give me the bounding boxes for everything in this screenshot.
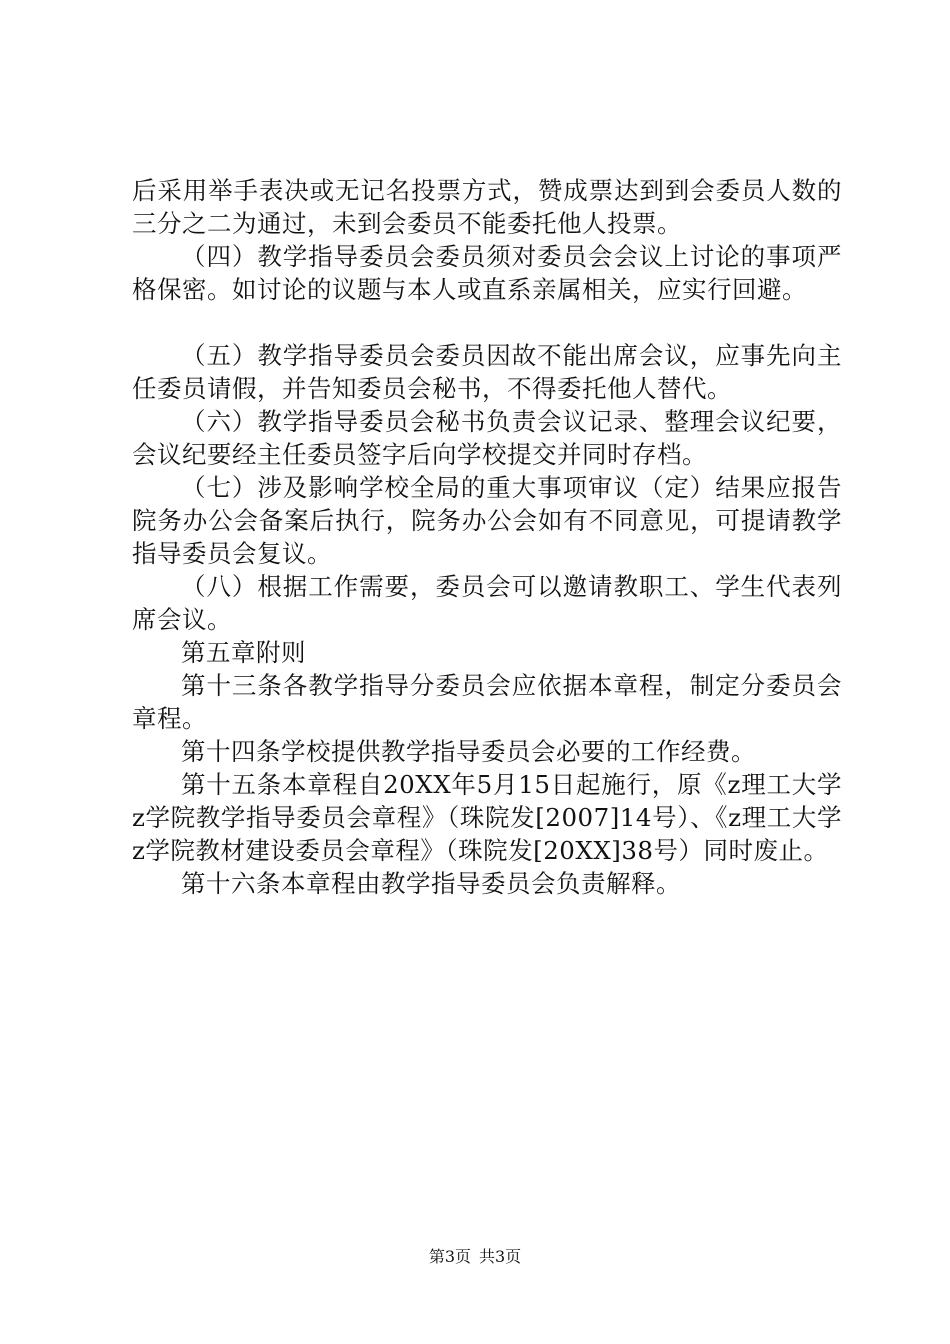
paragraph-item-4: （四）教学指导委员会委员须对委员会会议上讨论的事项严格保密。如讨论的议题与本人或直系亲属相关，应实行回避。 xyxy=(132,242,842,304)
page-number: 第3页 xyxy=(428,1247,471,1266)
article-15: 第十五条本章程自20XX年5月15日起施行，原《z理工大学z学院教学指导委员会章程》（珠院发[2007]14号）、《z理工大学z学院教材建设委员会章程》（珠院发[20XX]38号）同时废止。 xyxy=(132,770,842,865)
page-footer xyxy=(0,1244,950,1267)
page-total: 共3页 xyxy=(479,1247,522,1266)
paragraph-item-7: （七）涉及影响学校全局的重大事项审议（定）结果应报告院务办公会备案后执行，院务办公会如有不同意见，可提请教学指导委员会复议。 xyxy=(132,473,842,568)
paragraph-item-6: （六）教学指导委员会秘书负责会议记录、整理会议纪要，会议纪要经主任委员签字后向学校提交并同时存档。 xyxy=(132,407,842,469)
document-body xyxy=(132,174,842,900)
article-16: 第十六条本章程由教学指导委员会负责解释。 xyxy=(181,869,681,898)
chapter-heading: 第五章附则 xyxy=(181,638,306,667)
article-13: 第十三条各教学指导分委员会应依据本章程，制定分委员会章程。 xyxy=(132,671,842,733)
article-14: 第十四条学校提供教学指导委员会必要的工作经费。 xyxy=(181,737,756,766)
paragraph-continuation: 后采用举手表决或无记名投票方式，赞成票达到到会委员人数的三分之二为通过，未到会委员不能委托他人投票。 xyxy=(132,176,842,238)
paragraph-item-5: （五）教学指导委员会委员因故不能出席会议，应事先向主任委员请假，并告知委员会秘书，不得委托他人替代。 xyxy=(132,341,842,403)
paragraph-item-8: （八）根据工作需要，委员会可以邀请教职工、学生代表列席会议。 xyxy=(132,572,842,634)
